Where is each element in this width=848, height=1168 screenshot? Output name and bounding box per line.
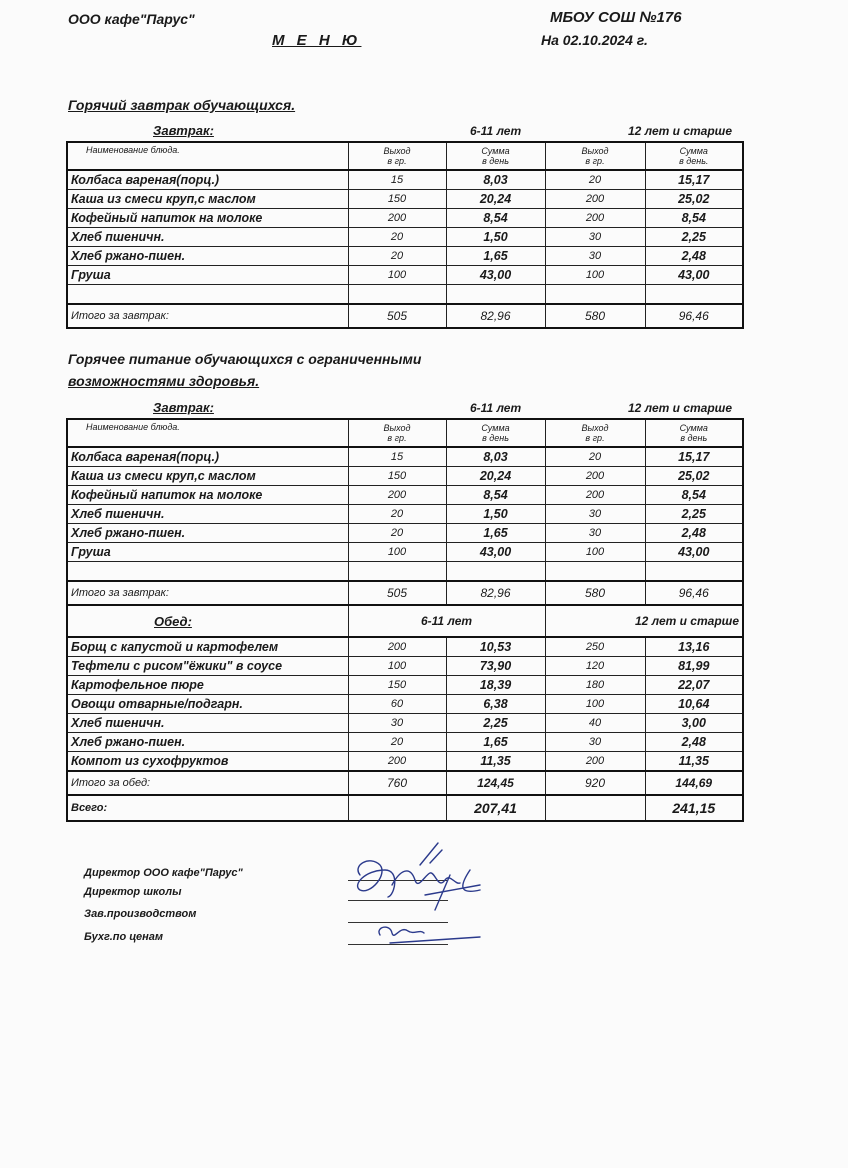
table-row: Хлеб ржано-пшен. 20 1,65 30 2,48 <box>67 524 743 543</box>
section2-age1: 6-11 лет <box>470 401 522 415</box>
section2-title-line1: Горячее питание обучающихся с ограниченными <box>68 351 422 367</box>
section2-title-line2: возможностями здоровья. <box>68 373 260 389</box>
section2-meal-label: Завтрак: <box>153 400 214 415</box>
signature-label-accountant: Бухг.по ценам <box>84 931 163 943</box>
col-out1-header: Выход в гр. <box>348 142 446 170</box>
table-row: Груша 100 43,00 100 43,00 <box>67 266 743 285</box>
grand-total-row: Всего: 207,41 241,15 <box>67 795 743 821</box>
school-name: МБОУ СОШ №176 <box>550 9 682 26</box>
table-row: Компот из сухофруктов 200 11,35 200 11,35 <box>67 752 743 772</box>
col-name-header: Наименование блюда. <box>67 419 348 447</box>
table-header-row <box>67 419 743 447</box>
col-sum2-header: Сумма в день. <box>645 142 743 170</box>
signature-stroke <box>358 861 395 897</box>
section1-meal-label: Завтрак: <box>153 123 214 138</box>
section1-title: Горячий завтрак обучающихся. <box>68 97 296 113</box>
lunch-total-row: Итого за обед: 760 124,45 920 144,69 <box>67 771 743 795</box>
lunch-label: Обед: <box>154 613 192 629</box>
signature-stroke <box>420 843 480 910</box>
table-row: Хлеб ржано-пшен. 20 1,65 30 2,48 <box>67 247 743 266</box>
table-row: Картофельное пюре 150 18,39 180 22,07 <box>67 676 743 695</box>
lunch-subheader-row <box>67 605 743 637</box>
page-title: М Е Н Ю <box>272 32 362 49</box>
lunch-age2: 12 лет и старше <box>545 605 743 637</box>
table-row: Груша 100 43,00 100 43,00 <box>67 543 743 562</box>
table-total-row: Итого за завтрак: 505 82,96 580 96,46 <box>67 581 743 605</box>
table-row: Тефтели с рисом"ёжики" в соусе 100 73,90 120 81,99 <box>67 657 743 676</box>
handwritten-signature <box>330 835 500 955</box>
table-row-empty <box>67 285 743 305</box>
col-out2-header: Выход в гр. <box>545 142 645 170</box>
table-row-empty <box>67 562 743 582</box>
col-out1-header: Выход в гр. <box>348 419 446 447</box>
table-row: Овощи отварные/подгарн. 60 6,38 100 10,64 <box>67 695 743 714</box>
table-row: Хлеб пшеничн. 30 2,25 40 3,00 <box>67 714 743 733</box>
company-name: ООО кафе"Парус" <box>68 11 195 27</box>
table-row: Колбаса вареная(порц.) 15 8,03 20 15,17 <box>67 447 743 467</box>
table-row: Каша из смеси круп,с маслом 150 20,24 200 25,02 <box>67 190 743 209</box>
col-sum1-header: Сумма в день <box>446 142 545 170</box>
table-header-row <box>67 142 743 170</box>
lunch-age1: 6-11 лет <box>348 605 545 637</box>
table-row: Хлеб пшеничн. 20 1,50 30 2,25 <box>67 505 743 524</box>
table-row: Кофейный напиток на молоке 200 8,54 200 8,54 <box>67 209 743 228</box>
table-row: Хлеб ржано-пшен. 20 1,65 30 2,48 <box>67 733 743 752</box>
table-row: Борщ с капустой и картофелем 200 10,53 250 13,16 <box>67 637 743 657</box>
table-row: Хлеб пшеничн. 20 1,50 30 2,25 <box>67 228 743 247</box>
signature-label-director-school: Директор школы <box>84 886 182 898</box>
col-sum2-header: Сумма в день <box>645 419 743 447</box>
signature-label-director-cafe: Директор ООО кафе"Парус" <box>84 867 243 879</box>
table-row: Колбаса вареная(порц.) 15 8,03 20 15,17 <box>67 170 743 190</box>
signature-stroke <box>392 871 460 885</box>
table-total-row: Итого за завтрак: 505 82,96 580 96,46 <box>67 304 743 328</box>
col-name-header: Наименование блюда. <box>67 142 348 170</box>
section1-age2: 12 лет и старше <box>628 124 733 138</box>
signature-stroke <box>379 927 480 943</box>
section1-age1: 6-11 лет <box>470 124 522 138</box>
signature-label-production: Зав.производством <box>84 908 197 920</box>
section2-age2: 12 лет и старше <box>628 401 733 415</box>
table-row: Каша из смеси круп,с маслом 150 20,24 200 25,02 <box>67 467 743 486</box>
table-row: Кофейный напиток на молоке 200 8,54 200 8,54 <box>67 486 743 505</box>
col-sum1-header: Сумма в день <box>446 419 545 447</box>
menu-date: На 02.10.2024 г. <box>541 32 648 48</box>
breakfast-table-1 <box>66 141 744 329</box>
breakfast-lunch-table-2 <box>66 418 744 822</box>
col-out2-header: Выход в гр. <box>545 419 645 447</box>
